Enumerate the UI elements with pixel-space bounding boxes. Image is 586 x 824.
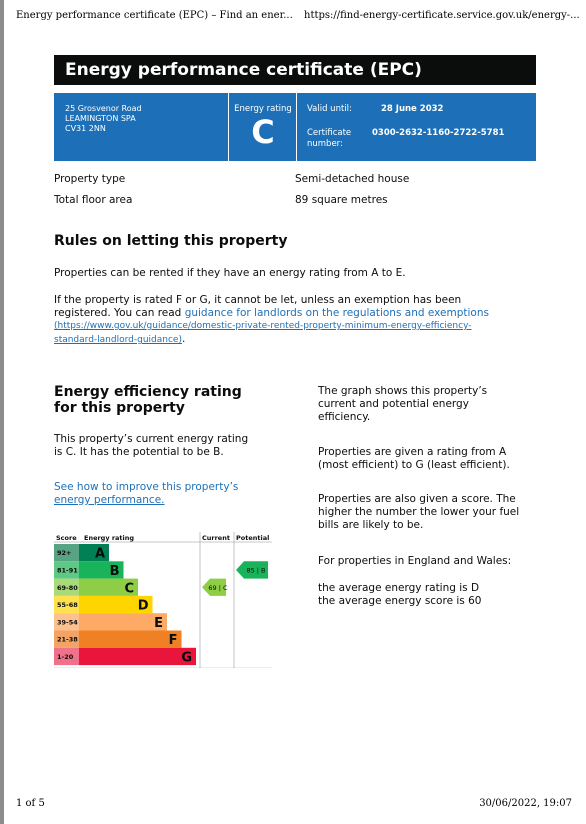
potential-rating-label: 85 | B	[246, 566, 266, 575]
certificate-summary-box	[54, 93, 536, 161]
graph-explanation-line-2: current and potential energy	[318, 398, 469, 410]
score-range-label: 39-54	[57, 618, 78, 627]
chart-header-rating: Energy rating	[84, 534, 135, 542]
property-type-label: Property type	[54, 173, 126, 185]
score-explanation-line-3: bills are likely to be.	[318, 519, 424, 531]
rating-band-letter: F	[168, 633, 178, 649]
chart-header-current: Current	[202, 534, 230, 542]
divider	[296, 93, 297, 161]
current-rating-text-line-1: This property’s current energy rating	[54, 433, 249, 445]
rating-band-letter: E	[154, 615, 163, 631]
score-range-label: 69-80	[57, 583, 78, 592]
graph-explanation-line-1: The graph shows this property’s	[318, 385, 488, 397]
letting-paragraph-2-line-1: If the property is rated F or G, it cannot be let, unless an exemption has been	[54, 294, 462, 306]
energy-rating-letter: C	[251, 113, 275, 151]
england-wales-intro: For properties in England and Wales:	[318, 555, 512, 567]
score-explanation-line-2: higher the number the lower your fuel	[318, 506, 520, 518]
chart-header-score: Score	[56, 534, 77, 542]
energy-rating-chart	[54, 532, 272, 668]
certificate-number-label-line-1: Certificate	[307, 128, 352, 138]
chart-header-potential: Potential	[236, 534, 270, 542]
property-address	[65, 104, 142, 134]
score-explanation	[318, 493, 519, 532]
letting-heading: Rules on letting this property	[54, 233, 288, 249]
letting-paragraph-1: Properties can be rented if they have an energy rating from A to E.	[54, 267, 406, 279]
score-range-label: 1-20	[57, 652, 74, 661]
current-rating-label: 69 | C	[208, 583, 228, 592]
score-range-label: 92+	[57, 549, 72, 558]
rating-band-bar	[79, 631, 182, 648]
improve-energy-link-line-1[interactable]: See how to improve this property’s	[54, 481, 239, 493]
valid-until-value: 28 June 2032	[381, 104, 444, 114]
rating-band-bar	[79, 648, 196, 665]
print-timestamp: 30/06/2022, 19:07	[479, 798, 572, 809]
efficiency-heading-line-2: for this property	[54, 400, 185, 416]
print-header	[16, 10, 580, 24]
address-line-3: CV31 2NN	[65, 124, 106, 133]
rating-scale-explanation	[318, 446, 510, 472]
average-rating-info	[318, 582, 481, 608]
rating-scale-explanation-line-1: Properties are given a rating from A	[318, 446, 507, 458]
print-footer	[16, 798, 572, 812]
improve-energy-link-line-2[interactable]: energy performance.	[54, 494, 165, 506]
landlord-guidance-url-line-1[interactable]: (https://www.gov.uk/guidance/domestic-private-rented-property-minimum-energy-efficiency-	[54, 321, 472, 331]
rating-band-letter: D	[137, 598, 149, 614]
efficiency-heading-line-1: Energy efficiency rating	[54, 384, 242, 400]
certificate-number-label-line-2: number:	[307, 139, 343, 149]
letting-paragraph-2	[54, 294, 544, 347]
score-range-label: 55-68	[57, 601, 78, 610]
average-score-line: the average energy score is 60	[318, 595, 482, 607]
landlord-guidance-link[interactable]: guidance for landlords on the regulations and exemptions	[184, 307, 489, 319]
score-explanation-line-1: Properties are also given a score. The	[318, 493, 516, 505]
floor-area-value: 89 square metres	[295, 194, 388, 206]
print-header-url: https://find-energy-certificate.service.gov.uk/energy-...	[304, 10, 580, 21]
rating-band-letter: A	[94, 546, 105, 562]
letting-paragraph-2-end: .	[181, 333, 186, 345]
rating-band-letter: C	[124, 581, 134, 597]
print-header-title: Energy performance certificate (EPC) – Find an ener...	[16, 10, 293, 21]
rating-band-letter: B	[109, 563, 120, 579]
address-line-1: 25 Grosvenor Road	[65, 104, 142, 113]
energy-rating-label: Energy rating	[234, 104, 292, 114]
valid-until-label: Valid until:	[307, 104, 352, 114]
address-line-2: LEAMINGTON SPA	[65, 114, 136, 123]
certificate-number-value: 0300-2632-1160-2722-5781	[372, 128, 505, 138]
rating-band-letter: G	[181, 650, 192, 666]
current-rating-text-line-2: is C. It has the potential to be B.	[54, 446, 224, 458]
left-edge-bar	[0, 0, 4, 824]
rating-scale-explanation-line-2: (most efficient) to G (least efficient).	[318, 459, 510, 471]
certificate-number-label	[307, 128, 367, 150]
page-title: Energy performance certificate (EPC)	[54, 55, 536, 85]
improve-energy-link[interactable]	[54, 481, 238, 507]
divider	[228, 93, 229, 161]
property-type-value: Semi-detached house	[295, 173, 410, 185]
graph-explanation	[318, 385, 487, 424]
letting-paragraph-2-line-2: registered. You can read	[54, 307, 185, 319]
current-rating-text	[54, 433, 248, 459]
efficiency-heading	[54, 384, 242, 416]
score-range-label: 81-91	[57, 566, 78, 575]
graph-explanation-line-3: efficiency.	[318, 411, 371, 423]
average-rating-line: the average energy rating is D	[318, 582, 480, 594]
landlord-guidance-url-line-2[interactable]: standard-landlord-guidance)	[54, 335, 182, 345]
page-number: 1 of 5	[16, 798, 45, 809]
score-range-label: 21-38	[57, 635, 78, 644]
floor-area-label: Total floor area	[54, 194, 133, 206]
